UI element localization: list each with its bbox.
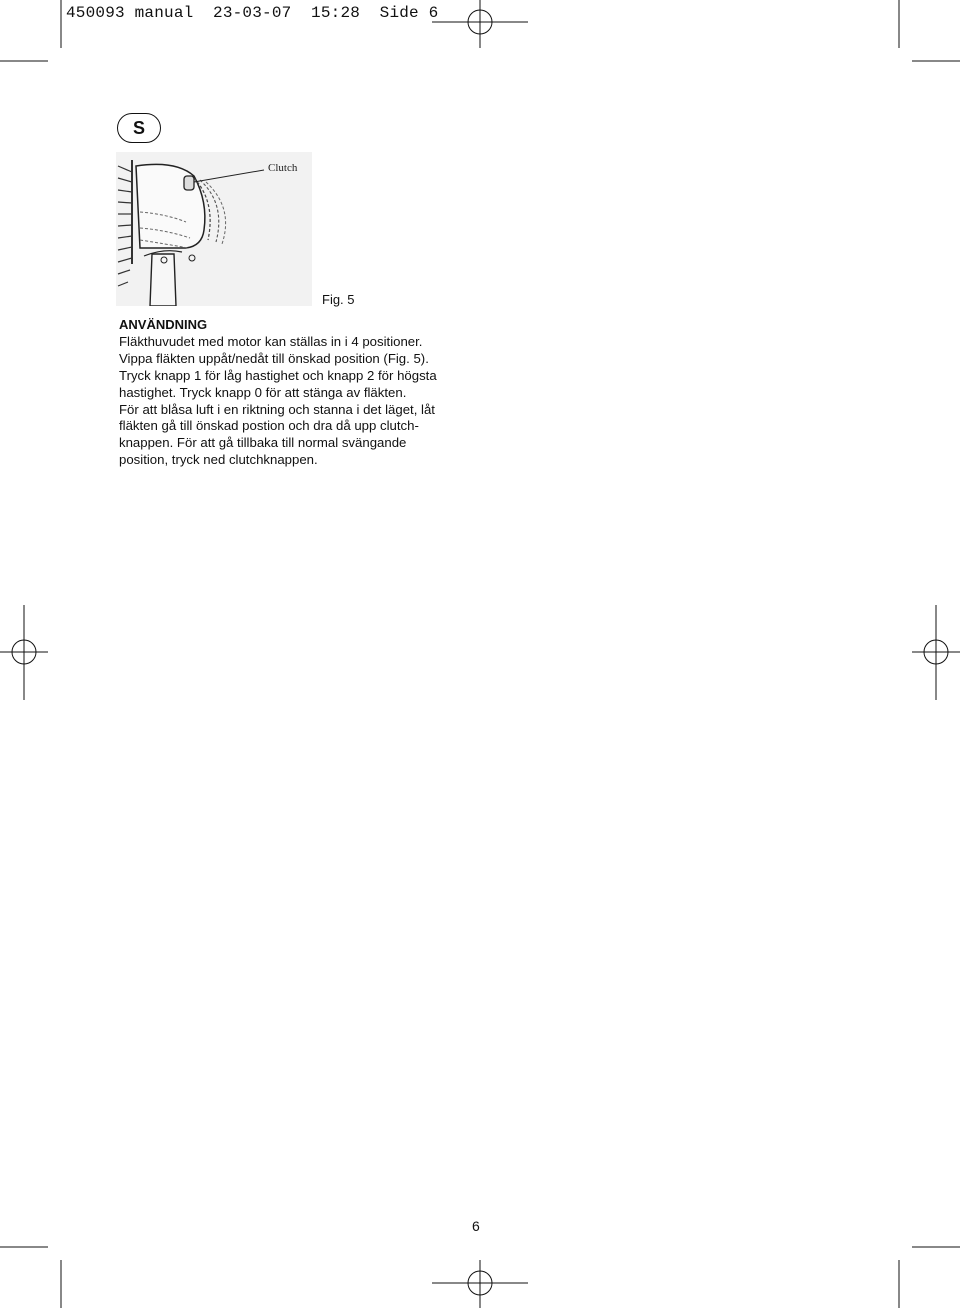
body-line: hastighet. Tryck knapp 0 för att stänga av fläkten. [119, 384, 407, 400]
section-heading: ANVÄNDNING [119, 317, 208, 332]
usage-section [119, 317, 479, 469]
body-line: fläkten gå till önskad postion och dra då upp clutch- [119, 418, 419, 434]
print-slug: 450093 manual 23-03-07 15:28 Side 6 [66, 4, 439, 22]
body-line: För att blåsa luft i en riktning och stanna i det läget, låt [119, 401, 435, 417]
body-line: Vippa fläkten uppåt/nedåt till önskad position (Fig. 5). [119, 350, 429, 366]
language-badge: S [117, 113, 161, 143]
figure-caption: Fig. 5 [322, 292, 355, 307]
clutch-callout-label: Clutch [268, 162, 298, 174]
body-line: Fläkthuvudet med motor kan ställas in i 4 positioner. [119, 333, 423, 349]
body-line: position, tryck ned clutchknappen. [119, 452, 318, 468]
fan-drawing [116, 152, 312, 306]
body-line: knappen. För att gå tillbaka till normal svängande [119, 435, 407, 451]
page-number: 6 [472, 1218, 480, 1234]
fan-clutch-illustration [116, 152, 312, 306]
body-line: Tryck knapp 1 för låg hastighet och knapp 2 för högsta [119, 367, 437, 383]
